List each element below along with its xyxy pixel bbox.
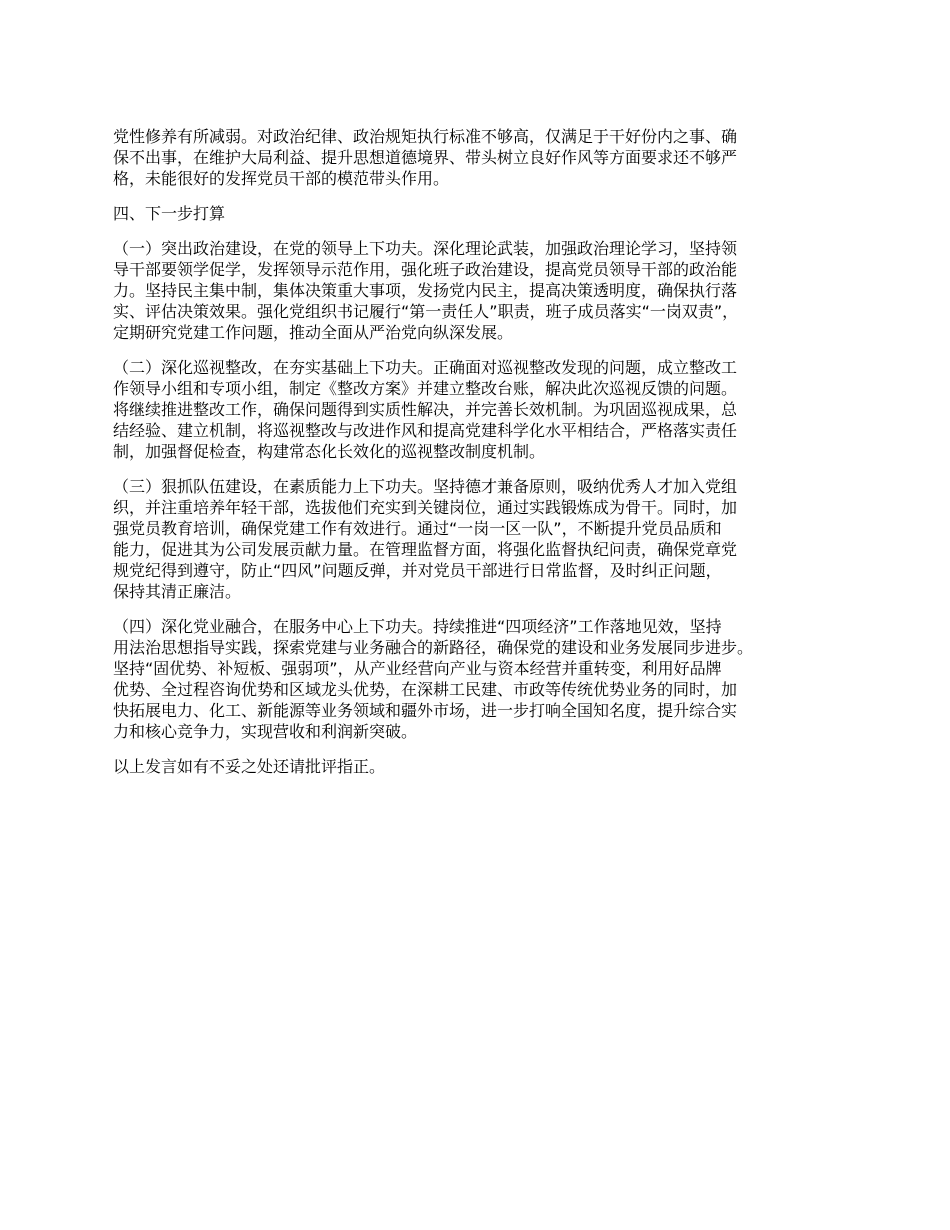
text-line: （二）深化巡视整改，在夯实基础上下功夫。正确面对巡视整改发现的问题，成立整改工 [113,358,738,377]
paragraph-team-building [113,476,853,602]
text-line: 制，加强督促检查，构建常态化长效化的巡视整改制度机制。 [113,442,546,461]
text-line: （一）突出政治建设，在党的领导上下功夫。深化理论武装，加强政治理论学习，坚持领 [113,239,738,258]
document-body [113,126,853,791]
text-line: 快拓展电力、化工、新能源等业务领域和疆外市场，进一步打响全国知名度，提升综合实 [113,701,738,720]
text-line: 规党纪得到遵守，防止“四风”问题反弹，并对党员干部进行日常监督，及时纠正问题， [113,561,722,580]
text-line: 优势、全过程咨询优势和区域龙头优势，在深耕工民建、市政等传统优势业务的同时，加 [113,680,738,699]
text-line: 结经验、建立机制，将巡视整改与改进作风和提高党建科学化水平相结合，严格落实责任 [113,421,738,440]
text-line: 作领导小组和专项小组，制定《整改方案》并建立整改台账，解决此次巡视反馈的问题。 [113,379,738,398]
paragraph-party-spirit [113,126,853,189]
text-line: 实、评估决策效果。强化党组织书记履行“第一责任人”职责，班子成员落实“一岗双责”， [113,302,739,321]
text-line: 织，并注重培养年轻干部，选拔他们充实到关键岗位，通过实践锻炼成为骨干。同时，加 [113,498,738,517]
text-line: 导干部要领学促学，发挥领导示范作用，强化班子政治建设，提高党员领导干部的政治能 [113,260,738,279]
text-line: 将继续推进整改工作，确保问题得到实质性解决，并完善长效机制。为巩固巡视成果，总 [113,400,738,419]
section-heading-next-steps [113,203,853,224]
text-line: 力和核心竞争力，实现营收和利润新突破。 [113,722,418,741]
paragraph-closing [113,756,853,777]
text-line: 强党员教育培训，确保党建工作有效进行。通过“一岗一区一队”，不断提升党员品质和 [113,519,722,538]
text-line: 坚持“固优势、补短板、强弱项”，从产业经营向产业与资本经营并重转变，利用好品牌 [113,659,722,678]
paragraph-political-construction [113,238,853,343]
text-line: 能力，促进其为公司发展贡献力量。在管理监督方面，将强化监督执纪问责，确保党章党 [113,540,738,559]
text-line: 党性修养有所减弱。对政治纪律、政治规矩执行标准不够高，仅满足于干好份内之事、确 [113,127,738,146]
paragraph-party-business-integration [113,616,853,742]
paragraph-inspection-rectification [113,357,853,462]
text-line: 格，未能很好的发挥党员干部的模范带头作用。 [113,169,450,188]
text-line: （三）狠抓队伍建设，在素质能力上下功夫。坚持德才兼备原则，吸纳优秀人才加入党组 [113,477,738,496]
text-line: （四）深化党业融合，在服务中心上下功夫。持续推进“四项经济”工作落地见效，坚持 [113,617,722,636]
text-line: 保不出事，在维护大局利益、提升思想道德境界、带头树立良好作风等方面要求还不够严 [113,148,738,167]
text-line: 用法治思想指导实践，探索党建与业务融合的新路径，确保党的建设和业务发展同步进步。 [113,638,754,657]
text-line: 力。坚持民主集中制，集体决策重大事项，发扬党内民主，提高决策透明度，确保执行落 [113,281,738,300]
text-line: 以上发言如有不妥之处还请批评指正。 [113,757,386,776]
text-line: 保持其清正廉洁。 [113,582,242,601]
text-line: 定期研究党建工作问题，推动全面从严治党向纵深发展。 [113,323,514,342]
section-heading: 四、下一步打算 [113,204,226,223]
